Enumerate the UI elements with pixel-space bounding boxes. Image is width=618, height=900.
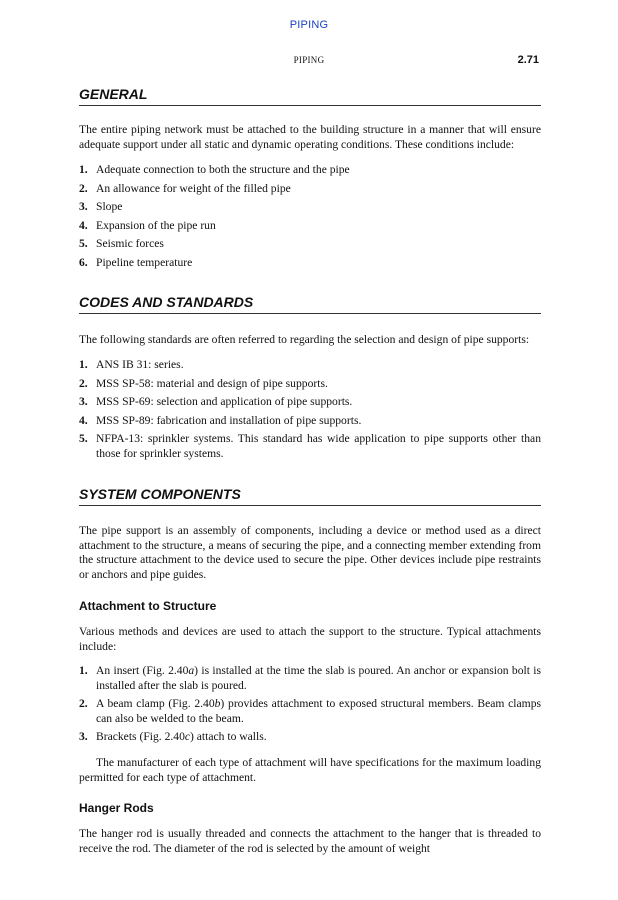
list-text: Pipeline temperature bbox=[96, 255, 193, 269]
list-number: 2. bbox=[79, 181, 88, 195]
list-item bbox=[79, 358, 541, 373]
list-text-pre: A beam clamp (Fig. 2.40 bbox=[96, 697, 215, 710]
codes-list-block bbox=[79, 358, 541, 465]
list-item bbox=[79, 256, 541, 271]
subsection-attachment bbox=[79, 599, 541, 613]
hanger-text-block bbox=[79, 827, 541, 856]
list-item bbox=[79, 432, 541, 461]
codes-intro-block bbox=[79, 333, 541, 348]
general-list bbox=[79, 163, 541, 270]
section-heading-general: GENERAL bbox=[79, 86, 541, 106]
list-number: 4. bbox=[79, 218, 88, 232]
list-item bbox=[79, 219, 541, 234]
list-number: 5. bbox=[79, 237, 88, 250]
list-text-post: ) is installed at the time the slab is poured. An anchor or expansion bolt is installed after the slab is poured. bbox=[96, 664, 541, 692]
list-number: 1. bbox=[79, 163, 88, 176]
list-number: 2. bbox=[79, 376, 88, 390]
list-text: NFPA-13: sprinkler systems. This standard has wide application to pipe supports other than those for sprinkler systems. bbox=[96, 432, 541, 460]
section-heading-codes: CODES AND STANDARDS bbox=[79, 294, 541, 314]
list-number: 1. bbox=[79, 664, 88, 677]
list-item bbox=[79, 664, 541, 693]
list-item bbox=[79, 730, 541, 745]
section-codes bbox=[79, 294, 541, 314]
system-intro-block bbox=[79, 524, 541, 582]
running-head: PIPING bbox=[293, 55, 325, 65]
list-number: 3. bbox=[79, 200, 88, 213]
list-text: Expansion of the pipe run bbox=[96, 218, 216, 232]
attachment-intro: Various methods and devices are used to attach the support to the structure. Typical attachments include: bbox=[79, 625, 541, 653]
list-text: Seismic forces bbox=[96, 237, 164, 250]
list-item bbox=[79, 395, 541, 410]
list-text: MSS SP-69: selection and application of pipe supports. bbox=[96, 395, 353, 408]
list-number: 3. bbox=[79, 395, 88, 408]
general-intro-block bbox=[79, 123, 541, 152]
system-intro: The pipe support is an assembly of components, including a device or method used as a direct attachment to the structure, a means of securing the pipe, and a connecting member extending from the structure attachment to the device used to secure the pipe. Other devices include pipe restraints or anchors and pipe guides. bbox=[79, 524, 541, 581]
attachment-closing: The manufacturer of each type of attachment will have specifications for the maximum loading permitted for each type of attachment. bbox=[79, 756, 541, 784]
list-item bbox=[79, 200, 541, 215]
codes-intro: The following standards are often referred to regarding the selection and design of pipe supports: bbox=[79, 333, 530, 346]
list-number: 3. bbox=[79, 730, 88, 743]
list-text: MSS SP-89: fabrication and installation of pipe supports. bbox=[96, 413, 362, 427]
subheading-attachment: Attachment to Structure bbox=[79, 599, 217, 613]
list-item bbox=[79, 377, 541, 392]
list-text: An allowance for weight of the filled pipe bbox=[96, 181, 291, 195]
list-number: 1. bbox=[79, 358, 88, 371]
fig-letter: b bbox=[214, 697, 221, 710]
list-text: ANS IB 31: series. bbox=[96, 358, 184, 371]
list-item bbox=[79, 697, 541, 726]
list-text-pre: Brackets (Fig. 2.40 bbox=[96, 730, 185, 743]
list-number: 4. bbox=[79, 413, 88, 427]
list-text-post: ) provides attachment to exposed structural members. Beam clamps can also be welded to the beam. bbox=[96, 697, 542, 725]
general-list-block bbox=[79, 163, 541, 274]
fig-letter: c bbox=[184, 730, 191, 743]
codes-list bbox=[79, 358, 541, 461]
top-link-title[interactable]: PIPING bbox=[289, 19, 329, 31]
fig-letter: a bbox=[188, 664, 195, 677]
section-general bbox=[79, 86, 541, 106]
list-item bbox=[79, 182, 541, 197]
attachment-intro-block bbox=[79, 625, 541, 654]
attachment-list bbox=[79, 664, 541, 745]
list-text: Slope bbox=[96, 200, 123, 213]
general-intro: The entire piping network must be attached to the building structure in a manner that will ensure adequate support under all static and dynamic operating conditions. These conditions include: bbox=[79, 123, 541, 151]
list-item bbox=[79, 163, 541, 178]
list-item bbox=[79, 237, 541, 252]
attachment-list-block bbox=[79, 664, 541, 749]
section-heading-system: SYSTEM COMPONENTS bbox=[79, 486, 541, 506]
subheading-hanger: Hanger Rods bbox=[79, 801, 154, 815]
attachment-closing-block bbox=[79, 756, 541, 785]
list-number: 6. bbox=[79, 255, 88, 269]
list-text: MSS SP-58: material and design of pipe supports. bbox=[96, 376, 328, 390]
list-text-post: ) attach to walls. bbox=[190, 730, 267, 743]
list-number: 2. bbox=[79, 697, 88, 710]
subsection-hanger bbox=[79, 801, 541, 815]
page-number: 2.71 bbox=[517, 54, 539, 66]
list-text: Adequate connection to both the structure and the pipe bbox=[96, 163, 350, 176]
hanger-text: The hanger rod is usually threaded and connects the attachment to the hanger that is threaded to receive the rod. The diameter of the rod is selected by the amount of weight bbox=[79, 827, 541, 855]
list-text-pre: An insert (Fig. 2.40 bbox=[96, 664, 189, 677]
list-item bbox=[79, 414, 541, 429]
list-number: 5. bbox=[79, 432, 88, 445]
section-system bbox=[79, 486, 541, 506]
